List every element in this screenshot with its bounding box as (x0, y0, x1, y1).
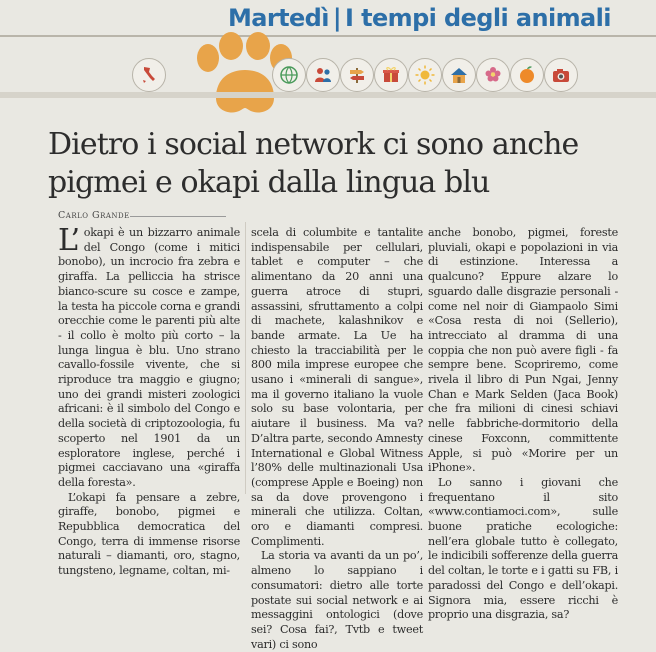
sun-icon (408, 58, 442, 92)
day-label: Martedì (228, 4, 329, 32)
paragraph: anche bonobo, pigmei, foreste pluviali, okapi e popolazioni in via di estinzione. Interessa a qualcuno? Eppure alzare lo sguardo dalle disgrazie personali - come nel noir di Giampaolo Simi «Cosa resta di noi (Sellerio), intrecciato al dramma di una coppia che non può avere figli - fa sempre bene. Scopriremo, come rivela il libro di Pun Ngai, Jenny Chan e Mark Selden (Jaca Book) che fra milioni di cinesi schiavi nelle fabbriche-dormitorio della cinese Foxconn, committente Apple, si può «Morire per un iPhone». (428, 226, 618, 475)
orange-fruit-icon (510, 58, 544, 92)
paragraph-text: okapi è un bizzarro animale del Congo (come i mitici bonobo), un incrocio fra zebra e giraffa. La pelliccia ha strisce bianco-scure su cosce e zampe, la testa ha piccole corna e grandi orecchie come le parenti più alte - il collo è molto più corto – la lunga lingua è blu. Uno strano cavallo-fossile vivente, che si riproduce tra maggio e giugno; uno dei grandi misteri zoologici africani: è il simbolo del Congo e della società di criptozoologia, fu scoperto nel 1901 da un esploratore inglese, perché i pigmei cacciavano una «giraffa della foresta». (58, 226, 240, 489)
column-2 (251, 226, 423, 652)
title-separator: | (332, 4, 342, 32)
section-title (228, 4, 611, 32)
article-headline (48, 126, 648, 202)
column-divider (245, 222, 246, 494)
section-label: I tempi degli animali (345, 4, 611, 32)
italy-map-icon (132, 58, 166, 92)
byline-rule (130, 216, 226, 217)
section-masthead (0, 0, 656, 122)
camera-icon (544, 58, 578, 92)
globe-icon (272, 58, 306, 92)
headline-line-2: pigmei e okapi dalla lingua blu (48, 165, 490, 200)
house-icon (442, 58, 476, 92)
masthead-rule (0, 35, 656, 37)
signpost-icon (340, 58, 374, 92)
people-icon (306, 58, 340, 92)
masthead-bottom-bar (0, 92, 656, 98)
column-1 (58, 223, 240, 579)
paragraph: L’okapi fa pensare a zebre, giraffe, bonobo, pigmei e Repubblica democratica del Congo, terra di immense risorse naturali – diamanti, oro, stagno, tungsteno, legname, coltan, mi- (58, 490, 240, 578)
byline: Carlo Grande (58, 210, 130, 221)
paragraph: scela di columbite e tantalite indispensabile per cellulari, tablet e computer – che alimentano da 20 anni una guerra atroce di stupri, assassini, sfruttamento a colpi di machete, kalashnikov e bande armate. La Ue ha chiesto la tracciabilità per le 800 mila imprese europee che usano i «minerali di sangue», ma il governo italiano la vuole solo su base volontaria, per aiutare il business. Ma va? D’altra parte, secondo Amnesty International e Global Witness l’80% delle multinazionali Usa (comprese Apple e Boeing) non sa da dove provengono i minerali che utilizza. Coltan, oro e diamanti compresi. Complimenti. (251, 226, 423, 548)
paragraph: La storia va avanti da un po’, almeno lo sappiano i consumatori: dietro alle torte postate sui social network e ai messaggini ontologici (dove sei? Cosa fai?, Tvtb e tweet vari) ci sono (251, 549, 423, 651)
flower-icon (476, 58, 510, 92)
headline-line-1: Dietro i social network ci sono anche (48, 127, 579, 162)
paragraph: Lo sanno i giovani che frequentano il sito «www.contiamoci.com», sulle buone pratiche ecologiche: nell’era globale tutto è collegato, le indicibili sofferenze della guerra del coltan, le torte e i gatti su FB, i paradossi del Congo e dell’okapi. Signora mia, essere ricchi è proprio una disgrazia, sa? (428, 475, 618, 622)
column-3 (428, 226, 618, 623)
gift-icon (374, 58, 408, 92)
dropcap: L’ (58, 223, 80, 258)
paragraph (58, 223, 240, 491)
